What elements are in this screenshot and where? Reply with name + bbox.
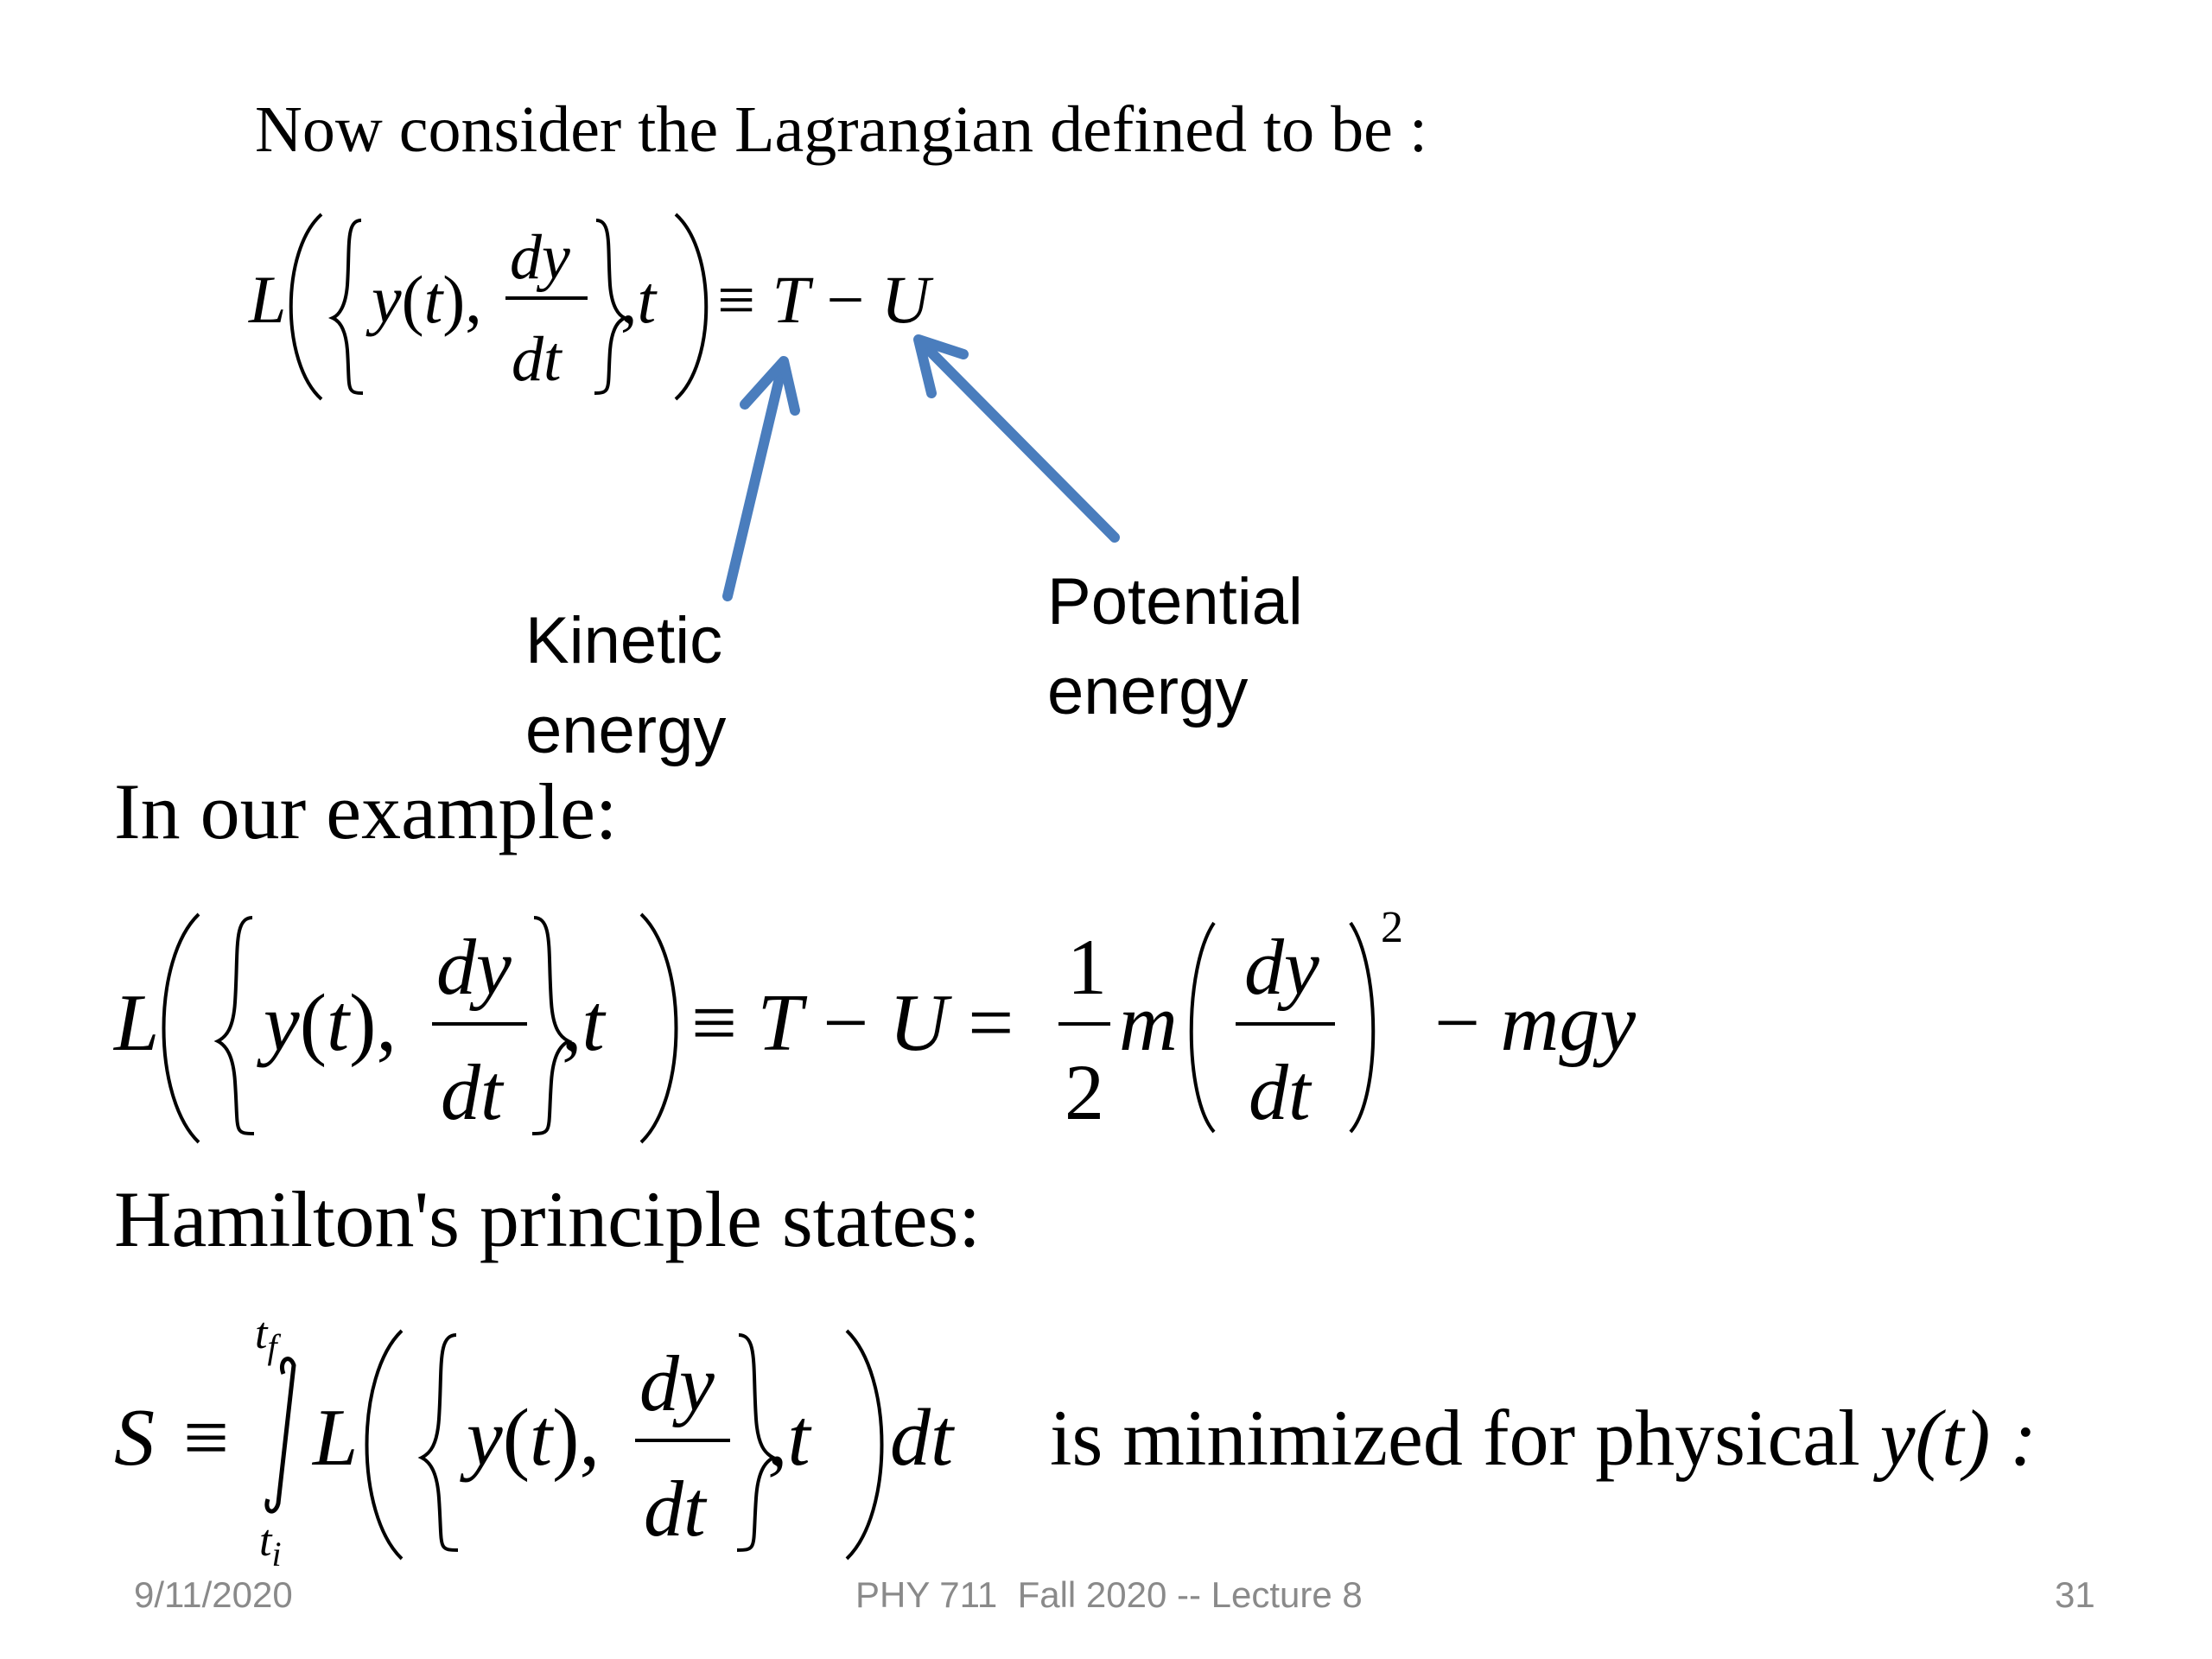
minimized-text — [1050, 1394, 2037, 1482]
eq3-dt-end: dt — [890, 1393, 954, 1483]
eq1-comma-t: ,t — [620, 262, 657, 337]
hamilton-heading: Hamilton's principle states: — [114, 1175, 981, 1263]
eq2-two: 2 — [1065, 1048, 1104, 1136]
eq3-upper-limit: $t_f$ — [255, 1309, 277, 1366]
eq1-yt: y(t), — [372, 262, 482, 337]
eq2-L: L — [114, 978, 160, 1068]
minimized-phrase: is minimized for physical — [1050, 1394, 1860, 1482]
eq2-one: 1 — [1067, 923, 1107, 1011]
eq3-equiv: ≡ — [183, 1393, 230, 1483]
eq3-big-paren-right — [847, 1331, 882, 1559]
eq3-dy: dy — [639, 1339, 715, 1427]
potential-label-line2: energy — [1047, 655, 1249, 728]
kinetic-label-line1: Kinetic — [525, 604, 723, 677]
eq2-dy: dy — [436, 923, 512, 1011]
example-heading: In our example: — [114, 767, 618, 855]
eq1-dy: dy — [510, 222, 570, 293]
footer-page-number: 31 — [2055, 1574, 2095, 1615]
eq3-S: S — [114, 1393, 155, 1483]
eq2-exponent: 2 — [1381, 903, 1403, 952]
eq3-yt: y(t), — [467, 1393, 600, 1483]
eq2-dt: dt — [441, 1048, 503, 1136]
eq3-integral — [267, 1359, 294, 1511]
eq3-dt: dt — [644, 1465, 706, 1553]
eq2-dy2: dy — [1244, 923, 1319, 1011]
eq1-rhs: ≡ T − U — [717, 262, 931, 337]
eq2-equiv: ≡ T − U = — [691, 978, 1014, 1068]
eq1-dt: dt — [512, 324, 562, 395]
eq2-dt2: dt — [1249, 1048, 1311, 1136]
y-of-t: y(t) : — [1879, 1394, 2037, 1482]
eq3-L: L — [313, 1393, 359, 1483]
eq3-big-paren-left — [367, 1331, 403, 1559]
eq3-comma-t: ,t — [767, 1393, 810, 1483]
footer-course: PHY 711 Fall 2020 -- Lecture 8 — [855, 1574, 1363, 1615]
potential-label-line1: Potential — [1047, 565, 1303, 639]
kinetic-label-line2: energy — [525, 694, 727, 767]
eq3-brace-left — [422, 1335, 458, 1550]
footer-date: 9/11/2020 — [134, 1574, 293, 1615]
eq1-L: L — [249, 262, 287, 337]
intro-line: Now consider the Lagrangian defined to be : — [255, 93, 1427, 166]
eq2-yt: y(t), — [264, 978, 397, 1068]
eq2-comma-t: ,t — [562, 978, 605, 1068]
eq3-lower-limit: $t_i$ — [259, 1516, 282, 1573]
eq2-m: m — [1119, 978, 1178, 1068]
eq2-mgy: − mgy — [1434, 978, 1637, 1068]
